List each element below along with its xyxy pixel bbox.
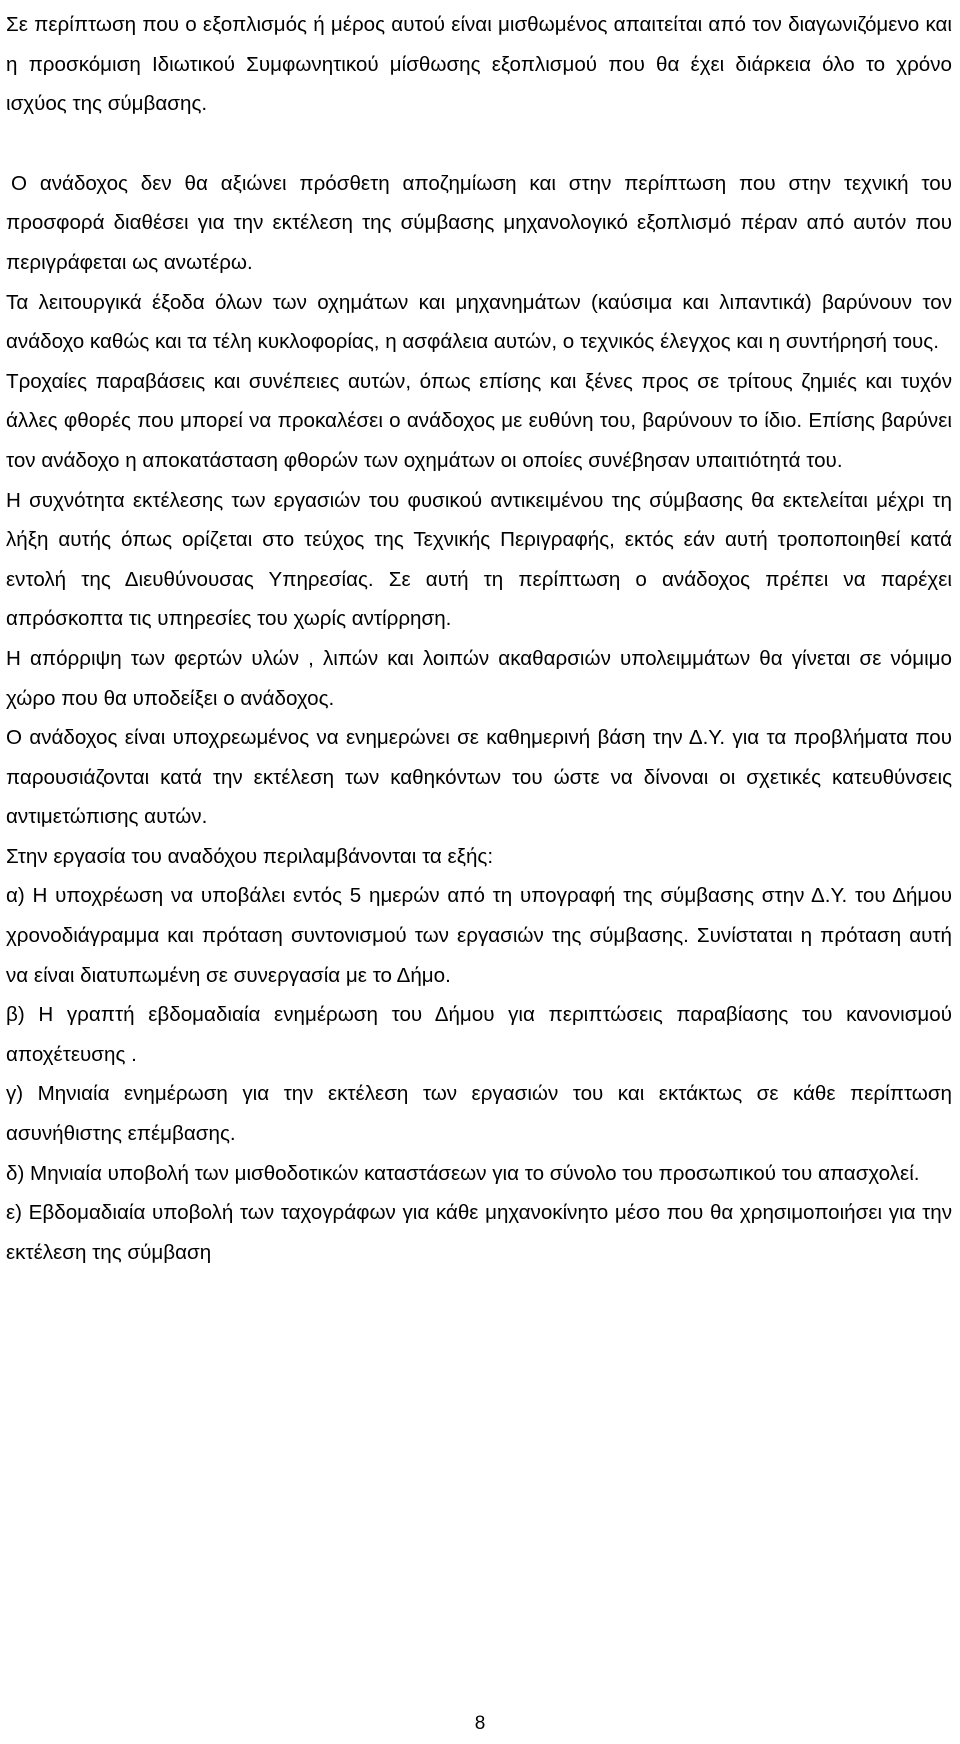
paragraph-contractor-duties-intro: Στην εργασία του αναδόχου περιλαμβάνονται τα εξής: [6,844,494,868]
list-item-b-weekly-report: β) Η γραπτή εβδομαδιαία ενημέρωση του Δήμου για περιπτώσεις παραβίασης του κανονισμού αποχέτευσης . [6,1003,952,1066]
paragraph-no-extra-compensation: Ο ανάδοχος δεν θα αξιώνει πρόσθετη αποζημίωση και στην περίπτωση που στην τεχνική του προσφορά διαθέσει για την εκτέλεση της σύμβασης μηχανολογικό εξοπλισμό πέραν από αυτόν που περιγράφεται ως ανωτέρω. [6,171,952,274]
paragraph-daily-reporting: Ο ανάδοχος είναι υποχρεωμένος να ενημερώνει σε καθημερινή βάση την Δ.Υ. για τα προβλήματα που παρουσιάζονται κατά την εκτέλεση των καθηκόντων του ώστε να δίνοναι οι σχετικές κατευθύνσεις αντιμετώπισης αυτών. [6,726,952,829]
paragraph-traffic-violations: Τροχαίες παραβάσεις και συνέπειες αυτών, όπως επίσης και ξένες προς σε τρίτους ζημιές και τυχόν άλλες φθορές που μπορεί να προκαλέσει ο ανάδοχος με ευθύνη του, βαρύνουν το ίδιο. Επίσης βαρύνει τον ανάδοχο η αποκατάσταση φθορών των οχημάτων οι οποίες συνέβησαν υπαιτιότητά του. [6,369,952,472]
page-number: 8 [474,1713,486,1734]
list-item-d-payroll: δ) Μηνιαία υποβολή των μισθοδοτικών καταστάσεων για το σύνολο του προσωπικού του απασχολεί. [6,1161,920,1185]
list-item-a-schedule: α) Η υποχρέωση να υποβάλει εντός 5 ημερών από τη υπογραφή της σύμβασης στην Δ.Υ. του Δήμου χρονοδιάγραμμα και πρόταση συντονισμού των εργασιών της σύμβασης. Συνίσταται η πρόταση αυτή να είναι διατυπωμένη σε συνεργασία με το Δήμο. [6,884,952,987]
list-item-c-monthly-update: γ) Μηνιαία ενημέρωση για την εκτέλεση των εργασιών του και εκτάκτως σε κάθε περίπτωση ασυνήθιστης επέμβασης. [6,1082,952,1146]
paragraph-operating-costs: Τα λειτουργικά έξοδα όλων των οχημάτων και μηχανημάτων (καύσιμα και λιπαντικά) βαρύνουν τον ανάδοχο καθώς και τα τέλη κυκλοφορίας, η ασφάλεια αυτών, ο τεχνικός έλεγχος και η συντήρησή τους. [6,290,952,354]
paragraph-waste-disposal: Η απόρριψη των φερτών υλών , λιπών και λοιπών ακαθαρσιών υπολειμμάτων θα γίνεται σε νόμιμο χώρο που θα υποδείξει ο ανάδοχος. [6,646,952,710]
paragraph-work-frequency: Η συχνότητα εκτέλεσης των εργασιών του φυσικού αντικειμένου της σύμβασης θα εκτελείται μέχρι τη λήξη αυτής όπως ορίζεται στο τεύχος της Τεχνικής Περιγραφής, εκτός εάν αυτή τροποποιηθεί κατά εντολή της Διευθύνουσας Υπηρεσίας. Σε αυτή τη περίπτωση ο ανάδοχος πρέπει να παρέχει απρόσκοπτα τις υπηρεσίες του χωρίς αντίρρηση. [6,488,952,631]
paragraph-leased-equipment: Σε περίπτωση που ο εξοπλισμός ή μέρος αυτού είναι μισθωμένος απαιτείται από τον διαγωνιζόμενο και η προσκόμιση Ιδιωτικού Συμφωνητικού μίσθωσης εξοπλισμού που θα έχει διάρκεια όλο το χρόνο ισχύος της σύμβασης. [6,13,952,116]
document-body [6,5,952,1272]
list-item-e-tachographs: ε) Εβδομαδιαία υποβολή των ταχογράφων για κάθε μηχανοκίνητο μέσο που θα χρησιμοποιήσει για την εκτέλεση της σύμβαση [6,1201,952,1264]
